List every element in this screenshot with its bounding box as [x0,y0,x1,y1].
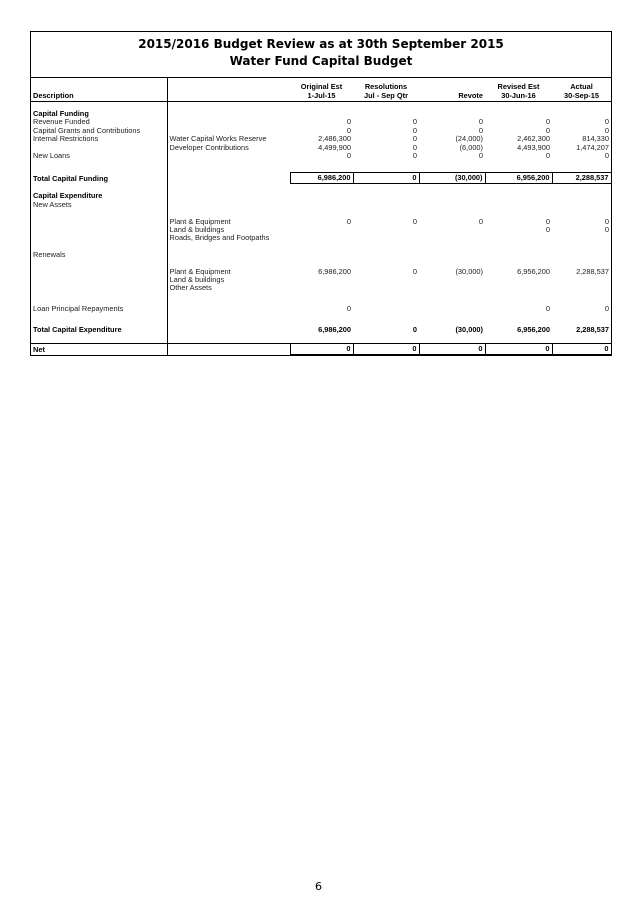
table-row: Plant & Equipment 0 0 0 0 0 [31,218,611,226]
expenditure-heading-row [31,192,611,200]
total-funding-label: Total Capital Funding [33,173,108,183]
net-row: Net 0 0 0 0 0 [31,344,611,355]
col-description: Description [31,78,167,102]
table-row: Capital Grants and Contributions 0 0 0 0 0 [33,126,609,135]
title-box [31,32,611,78]
table-row: Developer Contributions 4,499,900 0 (6,000) 4,493,900 1,474,207 [31,144,611,152]
table-row: Other Assets [31,284,611,292]
page-number: 6 [315,880,322,893]
budget-table [31,78,612,355]
renewals-row: Renewals [31,251,611,259]
report-subtitle: Water Fund Capital Budget [229,54,413,68]
table-row: Roads, Bridges and Footpaths [31,234,611,242]
budget-frame [30,31,612,356]
loan-repayments-row: Loan Principal Repayments 0 0 0 [33,304,609,313]
table-row: Revenue Funded 0 0 0 0 0 [33,118,609,127]
col-actual: Actual 30-Sep-15 [552,78,611,102]
report-title: 2015/2016 Budget Review as at 30th September 2015 [138,37,504,51]
table-row: Plant & Equipment 6,986,200 0 (30,000) 6,956,200 2,288,537 [31,268,611,276]
col-sub [167,78,290,102]
table-row: Internal Restrictions Water Capital Works Reserve 2,486,300 0 (24,000) 2,462,300 814,330 [33,135,609,144]
table-row: New Loans 0 0 0 0 0 [33,152,609,161]
total-expenditure-row: Total Capital Expenditure 6,986,200 0 (30,000) 6,956,200 2,288,537 [33,325,609,335]
total-funding-row: Total Capital Funding 6,986,200 0 (30,000) 6,956,200 2,288,537 [31,173,611,184]
funding-heading: Capital Funding [33,110,89,118]
table-row: Land & buildings [31,276,611,284]
col-revote: Revote [419,78,485,102]
col-revised: Revised Est 30-Jun-16 [485,78,552,102]
funding-heading-row [31,110,611,118]
table-row: Land & buildings 0 0 [31,226,611,234]
net-label: Net [33,344,45,354]
expenditure-heading: Capital Expenditure [33,192,103,201]
new-assets-row: New Assets [31,201,611,209]
header-row [31,78,611,102]
total-expenditure-label: Total Capital Expenditure [33,325,122,335]
col-resolutions: Resolutions Jul - Sep Qtr [353,78,419,102]
col-original: Original Est 1-Jul-15 [290,78,353,102]
